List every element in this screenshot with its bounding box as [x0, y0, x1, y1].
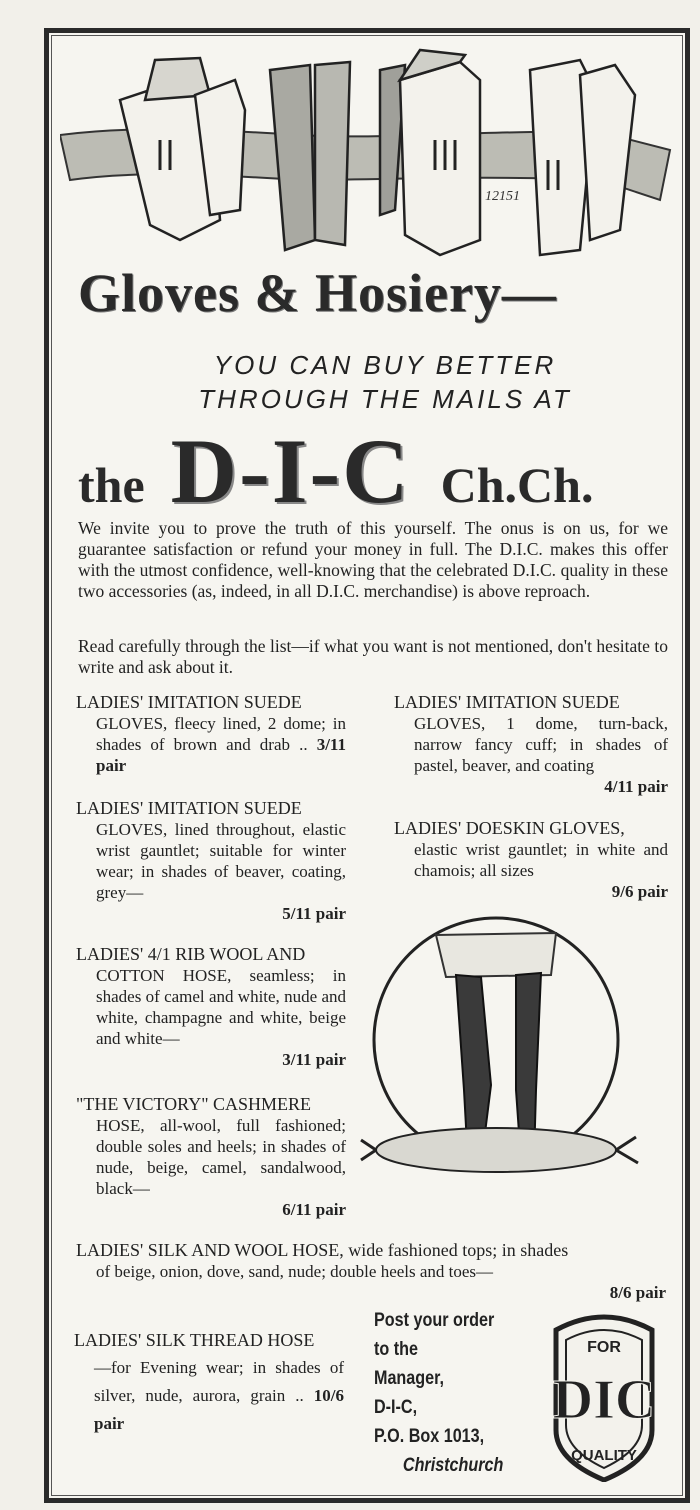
item-description: HOSE, all-wool, full fashioned; double soles and heels; in shades of nude, beige, camel, sandalwood, black— [96, 1116, 346, 1198]
subheadline-line-2: THROUGH THE MAILS AT [198, 384, 572, 414]
order-line: D-I-C, [374, 1397, 418, 1418]
item-description: GLOVES, lined throughout, elastic wrist gauntlet; suitable for winter wear; in shades of beaver, coating, grey— [96, 820, 346, 902]
item-price: 8/6 pair [609, 1283, 666, 1302]
list-item [76, 1240, 666, 1303]
list-item [76, 1094, 346, 1220]
item-description: elastic wrist gauntlet; in white and chamois; all sizes [414, 840, 668, 880]
illustration-number: 12151 [485, 189, 520, 204]
order-address [374, 1306, 519, 1480]
intro-note: Read carefully through the list—if what you want is not mentioned, don't hesitate to write and ask about it. [78, 636, 668, 677]
brand-city: Ch.Ch. [440, 457, 594, 513]
brand-dic: D-I-C [170, 420, 411, 522]
list-item [74, 1326, 344, 1438]
list-item [394, 818, 668, 902]
subheadline-line-1: YOU CAN BUY BETTER [213, 350, 557, 380]
item-price: 10/6 pair [94, 1386, 344, 1433]
badge-monogram: DIC [552, 1369, 656, 1431]
order-line: Manager, [374, 1368, 445, 1389]
item-heading: LADIES' IMITATION SUEDE [76, 692, 302, 712]
item-heading: LADIES' DOESKIN GLOVES, [394, 818, 625, 838]
order-line: P.O. Box 1013, [374, 1426, 485, 1447]
list-item [76, 692, 346, 776]
item-description: COTTON HOSE, seamless; in shades of camel and white, nude and white, champagne and white, beige and white— [96, 966, 346, 1048]
item-heading: LADIES' SILK AND WOOL HOSE, wide fashioned tops; in shades [76, 1240, 569, 1260]
item-description: of beige, onion, dove, sand, nude; double heels and toes— [96, 1262, 494, 1281]
item-price: 4/11 pair [604, 777, 668, 796]
item-heading: "THE VICTORY" CASHMERE [76, 1094, 312, 1114]
item-price: 3/11 pair [282, 1050, 346, 1069]
order-line: to the [374, 1339, 418, 1360]
list-item [76, 944, 346, 1070]
list-item [394, 692, 668, 797]
brand-the: the [78, 457, 145, 513]
item-price: 6/11 pair [282, 1200, 346, 1219]
list-item [76, 798, 346, 924]
intro-paragraph: We invite you to prove the truth of this yourself. The onus is on us, for we guarantee satisfaction or refund your money in full. The D.I.C. makes this offer with the utmost confidence, well-knowing that the celebrated D.I.C. quality in these two accessories (as, indeed, in all D.I.C. merchandise) is above reproach. [78, 518, 668, 601]
item-price: 9/6 pair [611, 882, 668, 901]
order-line: Christchurch [402, 1455, 504, 1476]
badge-top-text: FOR [587, 1339, 621, 1356]
headline-title: Gloves & Hosiery— [78, 263, 557, 323]
gloves-illustration [60, 40, 680, 260]
item-price: 3/11 pair [96, 735, 346, 775]
item-heading: LADIES' 4/1 RIB WOOL AND [76, 944, 306, 964]
item-heading: LADIES' SILK THREAD HOSE [74, 1330, 315, 1350]
item-heading: LADIES' IMITATION SUEDE [394, 692, 620, 712]
brand-line [78, 418, 678, 524]
item-description: GLOVES, 1 dome, turn-back, narrow fancy cuff; in shades of pastel, beaver, and coating [414, 714, 668, 775]
badge-bottom-text: QUALITY [571, 1447, 637, 1464]
quality-badge [548, 1310, 660, 1482]
item-price: 5/11 pair [282, 904, 346, 923]
order-line: Post your order [374, 1310, 495, 1331]
item-heading: LADIES' IMITATION SUEDE [76, 798, 302, 818]
item-description: —for Evening wear; in shades of silver, nude, aurora, grain .. 10/6 pair [94, 1358, 344, 1433]
stockings-illustration [356, 915, 646, 1195]
item-description: GLOVES, fleecy lined, 2 dome; in shades of brown and drab .. 3/11 pair [96, 714, 346, 775]
